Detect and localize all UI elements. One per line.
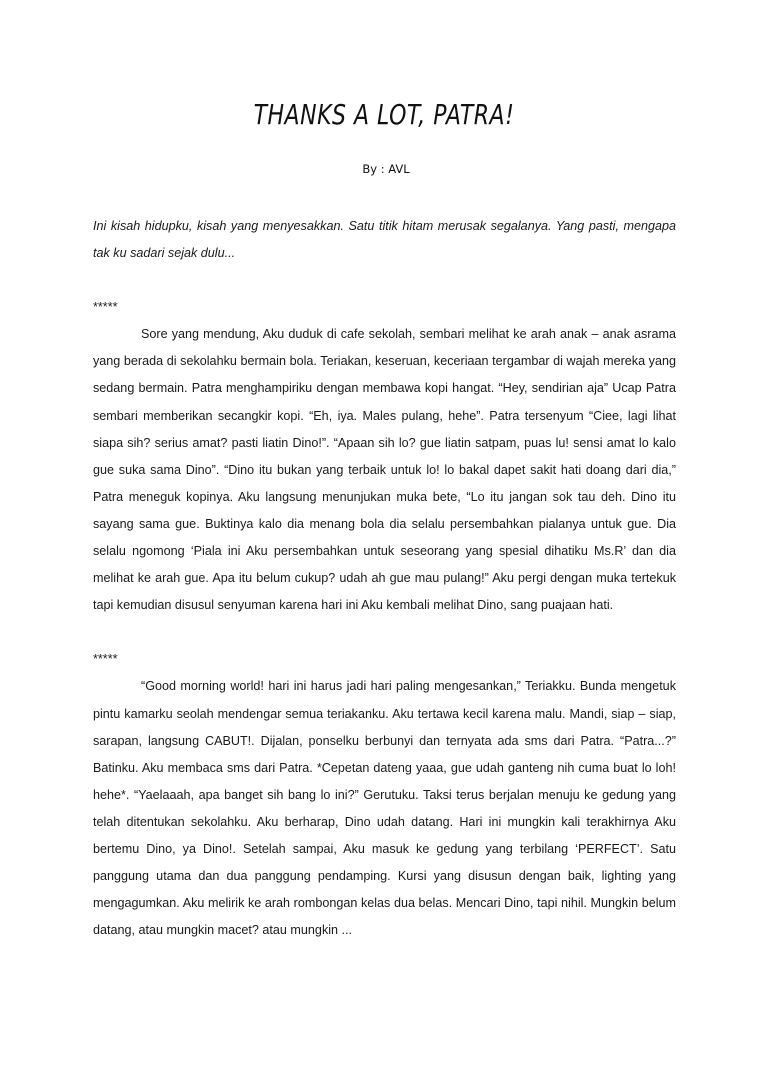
spacer xyxy=(93,619,676,646)
story-title: THANKS A LOT, PATRA! xyxy=(253,100,515,132)
story-paragraph: Sore yang mendung, Aku duduk di cafe sekolah, sembari melihat ke arah anak – anak asrama yang berada di sekolahku bermain bola. Teriakan, keseruan, keceriaan tergambar di wajah mereka yang sedang bermain. Patra menghampiriku dengan membawa kopi hangat. “Hey, sendirian aja” Ucap Patra sembari memberikan secangkir kopi. “Eh, iya. Males pulang, hehe”. Patra tersenyum “Ciee, lagi lihat siapa sih? serius amat? pasti liatin Dino!”. “Apaan sih lo? gue liatin satpam, puas lu! sensi amat lo kalo gue suka sama Dino”. “Dino itu bukan yang terbaik untuk lo! lo bakal dapet sakit hati doang dari dia,” Patra meneguk kopinya. Aku langsung menunjukan muka bete, “Lo itu jangan sok tau deh. Dino itu sayang sama gue. Buktinya kalo dia menang bola dia selalu persembahkan pialanya untuk gue. Dia selalu ngomong ‘Piala ini Aku persembahkan untuk seseorang yang spesial dihatiku Ms.R’ dan dia melihat ke arah gue. Apa itu belum cukup? udah ah gue mau pulang!” Aku pergi dengan muka tertekuk tapi kemudian disusul senyuman karena hari ini Aku kembali melihat Dino, sang puajaan hati. xyxy=(93,327,676,613)
story-paragraph: “Good morning world! hari ini harus jadi hari paling mengesankan,” Teriakku. Bunda mengetuk pintu kamarku seolah mendengar semua teriakanku. Aku tertawa kecil karena malu. Mandi, siap – siap, sarapan, langsung CABUT!. Dijalan, ponselku berbunyi dan ternyata ada sms dari Patra. “Patra...?” Batinku. Aku membaca sms dari Patra. *Cepetan dateng yaaa, gue udah ganteng nih cuma buat lo loh! hehe*. “Yaelaaah, apa banget sih bang lo ini?” Gerutuku. Taksi terus berjalan menuju ke gedung yang telah ditentukan sekolahku. Aku berharap, Dino udah datang. Hari ini mungkin kali terakhirnya Aku bertemu Dino, ya Dino!. Setelah sampai, Aku masuk ke gedung yang terbilang ‘PERFECT’. Satu panggung utama dan dua panggung pendamping. Kursi yang disusun dengan baik, lighting yang mengagumkan. Aku melirik ke arah rombongan kelas dua belas. Mencari Dino, tapi nihil. Mungkin belum datang, atau mungkin macet? atau mungkin ... xyxy=(93,679,676,938)
byline-text: By : AVL xyxy=(362,162,410,176)
story-body xyxy=(93,213,676,944)
intro-paragraph: Ini kisah hidupku, kisah yang menyesakkan. Satu titik hitam merusak segalanya. Yang pasti, mengapa tak ku sadari sejak dulu... xyxy=(93,219,676,261)
section-separator: ***** xyxy=(93,300,118,315)
author-byline xyxy=(0,162,768,176)
spacer xyxy=(93,267,676,294)
section-separator: ***** xyxy=(93,652,118,667)
